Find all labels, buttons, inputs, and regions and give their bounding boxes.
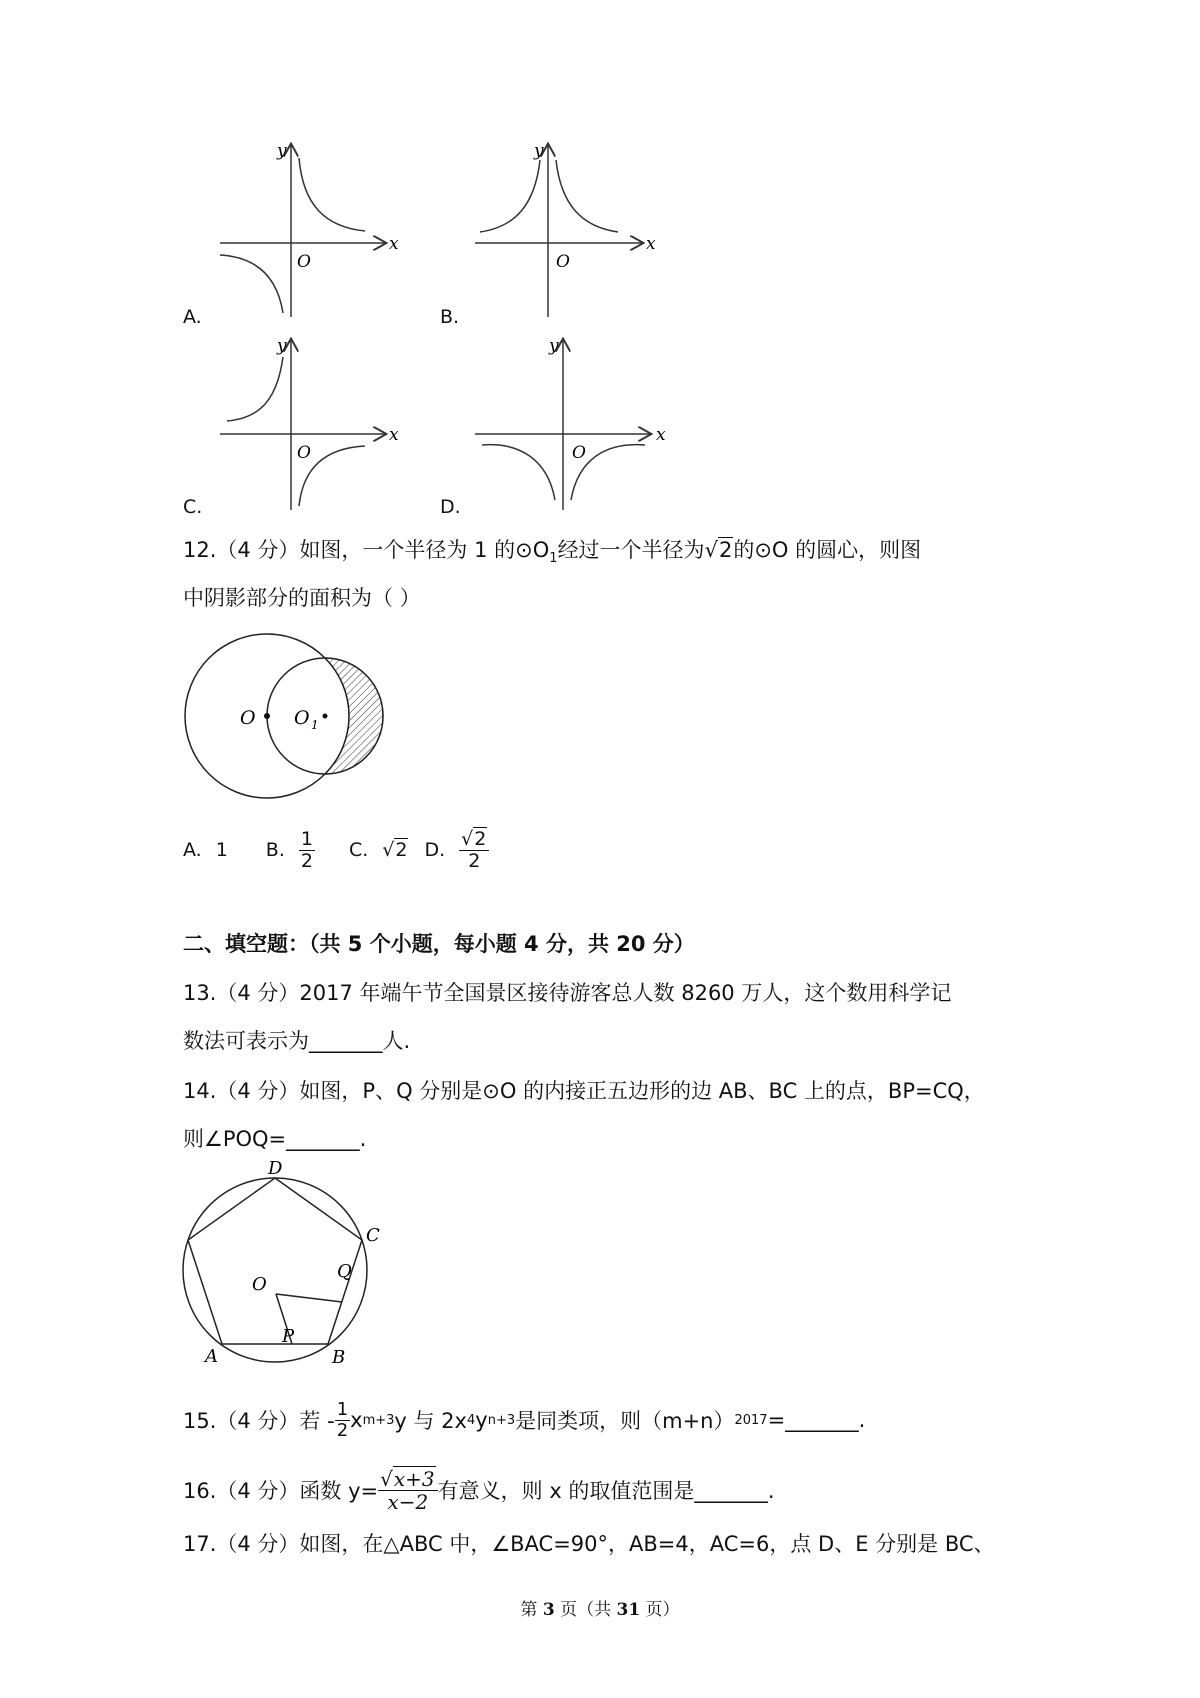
footer-text: 页（共 xyxy=(554,1600,617,1620)
x-label: x xyxy=(389,234,399,254)
q15-text: 是同类项，则（m+n） xyxy=(515,1409,735,1433)
label-d: D xyxy=(268,1160,283,1179)
graph-option-a xyxy=(215,135,405,320)
option-a-label: A. xyxy=(183,839,202,861)
option-c-label: C. xyxy=(183,496,203,518)
q15-text: y 与 2x xyxy=(394,1409,467,1433)
label-o1: O xyxy=(294,707,310,729)
option-d-fraction xyxy=(459,829,489,872)
q15-text: y xyxy=(475,1408,488,1432)
x-label: x xyxy=(389,425,399,445)
curve xyxy=(556,160,618,232)
q12-figure xyxy=(180,628,395,813)
q16-text: 有意义，则 x 的取值范围是_______. xyxy=(437,1479,775,1503)
x-label: x xyxy=(646,234,656,254)
q15-line xyxy=(183,1392,865,1448)
q14-line2: 则∠POQ=_______. xyxy=(183,1127,367,1151)
q12-line1 xyxy=(183,540,921,565)
label-p: P xyxy=(282,1326,295,1347)
label-c: C xyxy=(366,1225,380,1246)
curve xyxy=(227,357,283,421)
origin-label: O xyxy=(297,252,311,272)
label-a: A xyxy=(205,1346,218,1365)
q16-fraction xyxy=(378,1468,438,1513)
page-number: 3 xyxy=(542,1600,555,1620)
curve xyxy=(220,255,283,313)
center-o1 xyxy=(323,714,328,719)
origin-label: O xyxy=(572,443,586,463)
total-pages: 31 xyxy=(616,1600,641,1620)
option-b-label: B. xyxy=(440,306,460,328)
radicand: 2 xyxy=(474,827,487,850)
q15-text: 15.（4 分）若 - xyxy=(183,1409,335,1433)
numerator: 1 xyxy=(336,1398,349,1420)
denominator: 2 xyxy=(468,849,481,872)
q15-text: x xyxy=(350,1408,363,1432)
subscript: 1 xyxy=(549,551,558,566)
y-label: y xyxy=(277,141,287,161)
exponent: n+3 xyxy=(487,1412,516,1428)
denominator: 2 xyxy=(336,1419,349,1441)
curve xyxy=(482,445,555,500)
option-a-label: A. xyxy=(183,306,202,328)
option-d-label: D. xyxy=(424,839,446,861)
y-label: y xyxy=(277,336,287,356)
option-c-sqrt: √2 xyxy=(382,839,408,861)
y-label: y xyxy=(534,141,544,161)
label-o1-sub: 1 xyxy=(311,718,319,732)
q14-line1: 14.（4 分）如图，P、Q 分别是⊙O 的内接正五边形的边 AB、BC 上的点，BP=CQ， xyxy=(183,1079,985,1103)
exponent: 2017 xyxy=(734,1412,768,1428)
q12-text: 经过一个半径为 xyxy=(557,538,705,562)
q14-figure xyxy=(180,1160,390,1365)
radicand: 2 xyxy=(718,538,733,562)
option-b-fraction xyxy=(299,829,315,872)
label-q: Q xyxy=(337,1261,352,1282)
exponent: 4 xyxy=(466,1412,476,1428)
radicand: x+3 xyxy=(393,1466,435,1491)
graph-option-c xyxy=(215,330,405,515)
option-b-label: B. xyxy=(265,839,285,861)
q15-text: =_______. xyxy=(767,1408,866,1432)
x-label: x xyxy=(656,425,666,445)
q17-line1: 17.（4 分）如图，在△ABC 中，∠BAC=90°，AB=4，AC=6，点 D、E 分别是 BC、 xyxy=(183,1532,995,1556)
q13-line2: 数法可表示为_______人. xyxy=(183,1029,411,1053)
denominator: 2 xyxy=(300,849,313,872)
numerator: √x+3 xyxy=(378,1468,438,1491)
center-o xyxy=(264,713,270,719)
q16-text: 16.（4 分）函数 y= xyxy=(183,1479,379,1503)
page-footer xyxy=(0,1595,1200,1620)
footer-text: 页） xyxy=(640,1600,680,1620)
q12-text: 12.（4 分）如图，一个半径为 1 的⊙O xyxy=(183,538,550,562)
origin-label: O xyxy=(297,443,311,463)
graph-option-b xyxy=(470,135,665,320)
curve xyxy=(480,160,540,232)
origin-label: O xyxy=(556,252,570,272)
y-label: y xyxy=(549,336,559,356)
label-o: O xyxy=(240,707,256,729)
option-c-label: C. xyxy=(348,839,369,861)
curve xyxy=(299,158,365,231)
graph-option-d xyxy=(470,330,675,515)
option-d-label: D. xyxy=(440,496,461,518)
option-a-value: 1 xyxy=(215,839,228,861)
shaded-region xyxy=(325,658,383,774)
q12-text: 的⊙O 的圆心，则图 xyxy=(733,538,922,562)
segment-oq xyxy=(276,1294,342,1302)
q12-line2: 中阴影部分的面积为（ ） xyxy=(183,586,421,610)
q15-fraction xyxy=(335,1400,350,1441)
numerator: √2 xyxy=(459,829,489,851)
denominator: x−2 xyxy=(387,1489,429,1514)
label-b: B xyxy=(332,1347,346,1365)
exponent: m+3 xyxy=(362,1412,395,1428)
section2-title: 二、填空题：（共 5 个小题，每小题 4 分，共 20 分） xyxy=(183,932,695,956)
q13-line1: 13.（4 分）2017 年端午节全国景区接待游客总人数 8260 万人，这个数用科学记 xyxy=(183,981,952,1005)
footer-text: 第 xyxy=(520,1600,543,1620)
radicand: 2 xyxy=(395,839,408,861)
q12-options xyxy=(183,820,489,880)
q16-line xyxy=(183,1458,775,1522)
numerator: 1 xyxy=(300,827,313,850)
sqrt: √2 xyxy=(704,538,733,562)
pentagon xyxy=(188,1178,362,1344)
label-o: O xyxy=(252,1274,267,1295)
